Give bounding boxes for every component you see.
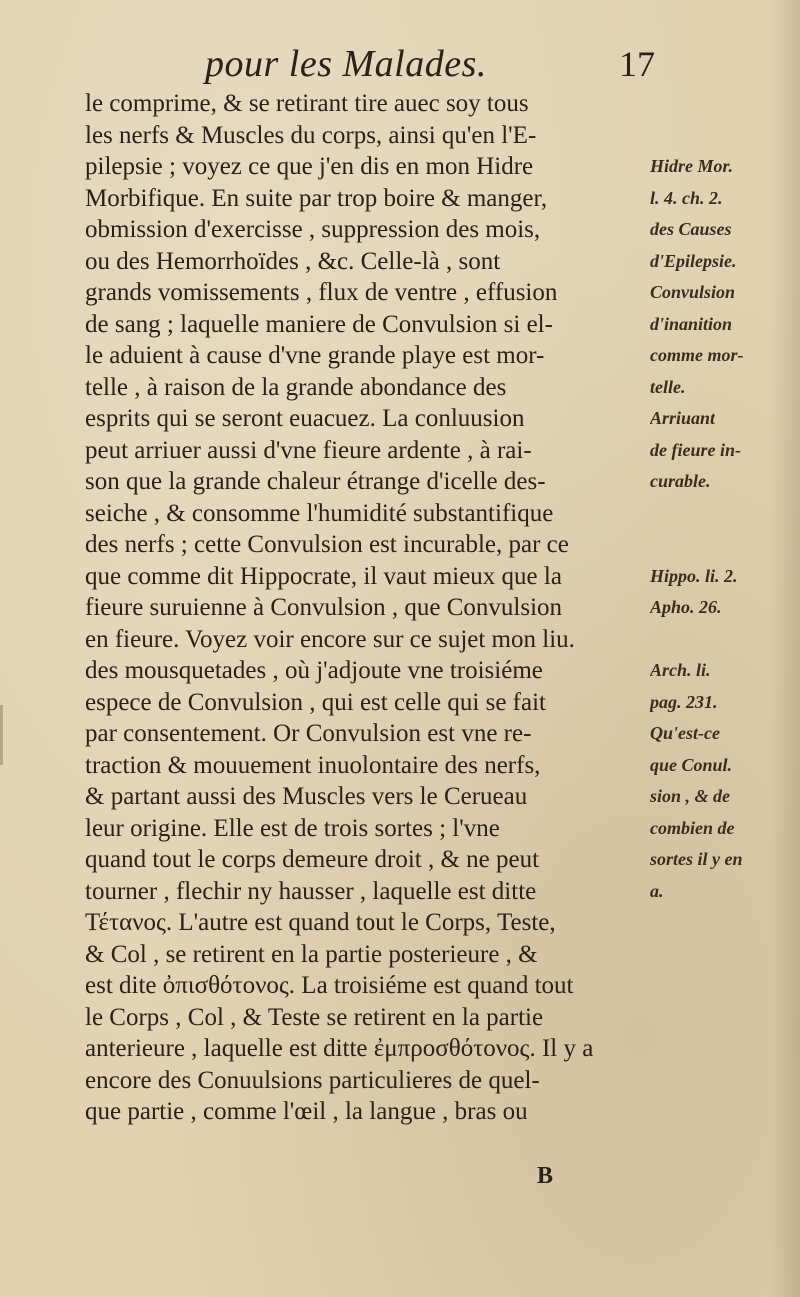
text-line: le aduient à cause d'vne grande playe est mor- [85,342,545,369]
margin-note: Qu'est-ce [650,723,720,743]
text-line: seiche , & consomme l'humidité substantifique [85,499,554,527]
margin-note: Hidre Mor. [650,156,734,176]
running-title: pour les Malades. [205,43,487,85]
text-line: & Col , se retirent en la partie posterieure , & [85,940,538,968]
signature-mark: B [537,1163,554,1189]
margin-note: comme mor- [650,345,744,365]
margin-note: Apho. 26. [650,597,722,617]
margin-note: a. [650,880,664,901]
margin-note: d'Epilepsie. [650,250,737,271]
text-line: anterieure , laquelle est ditte ἐμπροσθότονος. Il y a [85,1035,594,1062]
text-line: le Corps , Col , & Teste se retirent en la partie [85,1003,544,1031]
text-line: des mousquetades , où j'adjoute vne troisiéme [85,657,543,684]
margin-note: de fieure in- [650,439,741,460]
text-line: quand tout le corps demeure droit , & ne peut [85,846,540,873]
text-line: tourner , flechir ny hausser , laquelle est ditte [85,877,537,905]
margin-note: sion , & de [650,786,731,806]
body-text [85,88,655,1128]
text-line: que comme dit Hippocrate, il vaut mieux que la [85,562,562,590]
ink-bleed-mark [0,705,45,765]
text-line: espece de Convulsion , qui est celle qui se fait [85,688,546,716]
text-line: par consentement. Or Convulsion est vne re- [85,720,532,747]
text-line: Τέτανος. L'autre est quand tout le Corps, Teste, [85,909,556,936]
text-line: le comprime, & se retirant tire auec soy tous [85,90,529,117]
margin-note: Arriuant [650,408,716,428]
margin-note: pag. 231. [650,691,718,712]
text-line: fieure suruienne à Convulsion , que Convulsion [85,594,563,621]
page-header [205,40,655,88]
text-line: son que la grande chaleur étrange d'icelle des- [85,468,546,495]
text-line: & partant aussi des Muscles vers le Cerueau [85,783,528,810]
text-line: telle , à raison de la grande abondance des [85,373,507,401]
page-number: 17 [619,44,655,84]
margin-note: telle. [650,376,686,397]
text-line: traction & mouuement inuolontaire des nerfs, [85,751,541,779]
text-line: peut arriuer aussi d'vne fieure ardente , à rai- [85,436,532,464]
text-line: que partie , comme l'œil , la langue , bras ou [85,1098,528,1125]
margin-note: Arch. li. [650,660,711,680]
text-line: ou des Hemorrhoïdes , &c. Celle-là , sont [85,247,501,275]
margin-note: Hippo. li. 2. [650,565,738,586]
margin-note: l. 4. ch. 2. [650,187,723,208]
text-line: des nerfs ; cette Convulsion est incurable, par ce [85,531,569,558]
text-line: les nerfs & Muscles du corps, ainsi qu'en l'E- [85,121,537,149]
text-line: leur origine. Elle est de trois sortes ; l'vne [85,814,500,842]
text-line: obmission d'exercisse , suppression des mois, [85,216,541,243]
text-line: encore des Conuulsions particulieres de quel- [85,1066,540,1094]
margin-note: sortes il y en [650,849,743,869]
margin-note: des Causes [650,219,732,239]
margin-note: que Conul. [650,754,733,775]
margin-note: d'inanition [650,313,733,334]
page-edge-shadow [770,0,800,1297]
text-line: est dite ὀπισθότονος. La troisiéme est quand tout [85,972,574,999]
text-line: pilepsie ; voyez ce que j'en dis en mon Hidre [85,153,534,180]
text-line: esprits qui se seront euacuez. La conluusion [85,405,525,432]
margin-note: Convulsion [650,282,736,302]
margin-note: curable. [650,471,711,491]
text-line: de sang ; laquelle maniere de Convulsion si el- [85,310,553,338]
margin-note: combien de [650,817,735,838]
text-line: Morbifique. En suite par trop boire & manger, [85,184,548,212]
text-line: grands vomissements , flux de ventre , effusion [85,279,558,306]
text-line: en fieure. Voyez voir encore sur ce sujet mon liu. [85,625,575,653]
